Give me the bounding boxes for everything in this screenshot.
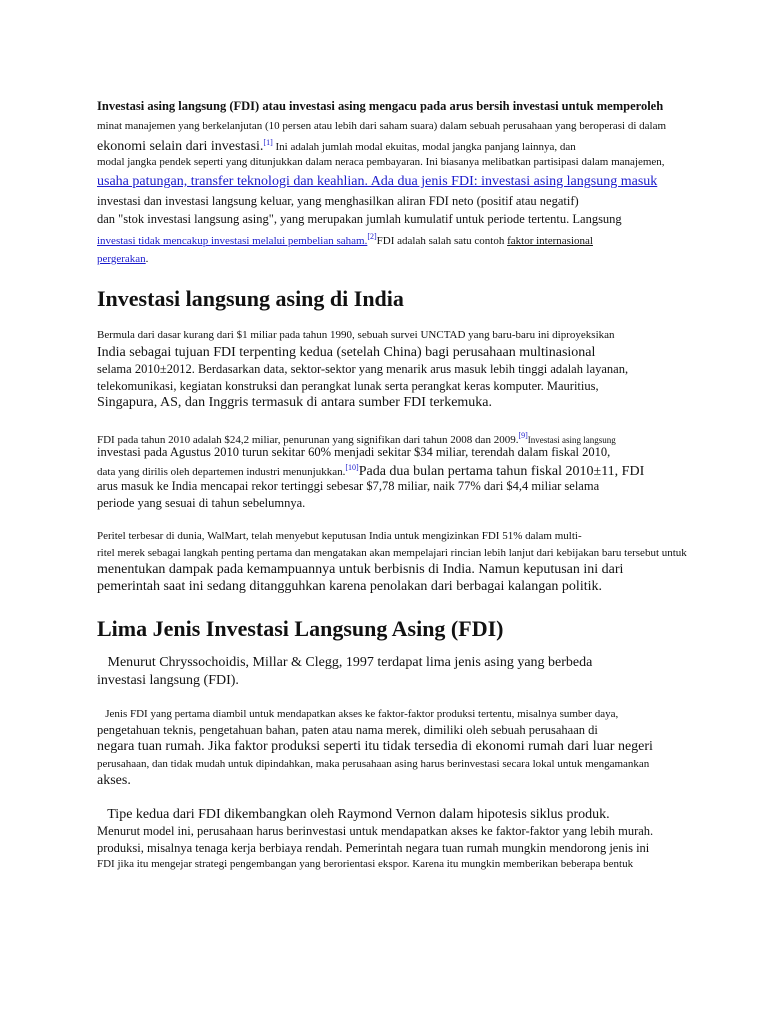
paragraph-line: Jenis FDI yang pertama diambil untuk mendapatkan akses ke faktor-faktor produksi tertentu, misalnya sumber daya, (97, 708, 619, 720)
paragraph-line: produksi, misalnya tenaga kerja berbiaya rendah. Pemerintah negara tuan rumah mungkin mendorong jenis ini (97, 841, 650, 855)
intro-text: Ini adalah jumlah modal ekuitas, modal jangka panjang lainnya, dan (272, 141, 576, 153)
paragraph-line: Bermula dari dasar kurang dari $1 miliar pada tahun 1990, sebuah survei UNCTAD yang baru-baru ini diproyeksikan (97, 329, 615, 341)
intro-line-8 (97, 232, 593, 248)
paragraph-line: Menurut model ini, perusahaan harus berinvestasi untuk mendapatkan akses ke faktor-faktor yang lebih murah. (97, 824, 654, 838)
paragraph-line: arus masuk ke India mencapai rekor tertinggi sebesar $7,78 miliar, naik 77% dari $4,4 miliar selama (97, 479, 600, 493)
intro-link-line[interactable]: usaha patungan, transfer teknologi dan keahlian. Ada dua jenis FDI: investasi asing langsung masuk (97, 174, 658, 189)
paragraph-line: periode yang sesuai di tahun sebelumnya. (97, 496, 306, 510)
investment-link[interactable]: investasi tidak mencakup investasi melalui pembelian saham. (97, 235, 368, 247)
paragraph-line: telekomunikasi, kegiatan konstruksi dan perangkat lunak serta perangkat keras komputer. Mauritius, (97, 379, 599, 393)
paragraph-line: perusahaan, dan tidak mudah untuk dipindahkan, maka perusahaan asing harus berinvestasi secara lokal untuk mengamankan (97, 758, 650, 770)
paragraph-text: Pada dua bulan pertama tahun fiskal 2010±11, FDI (358, 464, 645, 479)
intro-line-3 (97, 138, 576, 154)
paragraph-line: selama 2010±2012. Berdasarkan data, sektor-sektor yang menarik arus masuk lebih tinggi adalah layanan, (97, 362, 629, 376)
paragraph-line: Tipe kedua dari FDI dikembangkan oleh Raymond Vernon dalam hipotesis siklus produk. (97, 807, 610, 822)
section-heading-five-types: Lima Jenis Investasi Langsung Asing (FDI) (97, 616, 504, 641)
paragraph-line: investasi pada Agustus 2010 turun sekitar 60% menjadi sekitar $34 miliar, terendah dalam fiskal 2010, (97, 445, 611, 459)
paragraph-line (97, 463, 644, 479)
intro-text: FDI adalah salah satu contoh (376, 235, 508, 247)
paragraph-line: ritel merek sebagai langkah penting pertama dan mengatakan akan mempelajari rincian lebih lanjut dari kebijakan baru tersebut untuk (97, 547, 687, 559)
paragraph-line: Peritel terbesar di dunia, WalMart, telah menyebut keputusan India untuk mengizinkan FDI 51% dalam multi- (97, 530, 582, 542)
intro-line-4: modal jangka pendek seperti yang ditunjukkan dalam neraca pembayaran. Ini biasanya melibatkan partisipasi dalam manajemen, (97, 156, 665, 168)
paragraph-line: FDI jika itu mengejar strategi pengembangan yang berorientasi ekspor. Karena itu mungkin memberikan beberapa bentuk (97, 858, 634, 870)
intro-line-9 (97, 250, 148, 266)
intro-line-7: dan "stok investasi langsung asing", yang merupakan jumlah kumulatif untuk periode tertentu. Langsung (97, 212, 622, 226)
citation-link[interactable]: [10] (345, 463, 359, 472)
paragraph-text: data yang dirilis oleh departemen industri menunjukkan. (97, 466, 346, 478)
paragraph-line: investasi langsung (FDI). (97, 673, 239, 688)
paragraph-line: negara tuan rumah. Jika faktor produksi seperti itu tidak tersedia di ekonomi rumah dari luar negeri (97, 739, 653, 754)
intro-line-1: Investasi asing langsung (FDI) atau investasi asing mengacu pada arus bersih investasi untuk memperoleh (97, 99, 664, 113)
paragraph-line: Menurut Chryssochoidis, Millar & Clegg, 1997 terdapat lima jenis asing yang berbeda (97, 655, 593, 670)
intro-line-2: minat manajemen yang berkelanjutan (10 persen atau lebih dari saham suara) dalam sebuah perusahaan yang beroperasi di dalam (97, 120, 667, 132)
paragraph-line: akses. (97, 773, 131, 788)
intro-text: ekonomi selain dari investasi. (97, 139, 264, 154)
paragraph-text: FDI pada tahun 2010 adalah $24,2 miliar, penurunan yang signifikan dari tahun 2008 dan 2009. (97, 434, 519, 446)
citation-link[interactable]: [2] (367, 232, 377, 241)
movement-link[interactable]: pergerakan (97, 253, 146, 265)
citation-link[interactable]: [1] (263, 138, 273, 147)
paragraph-line: India sebagai tujuan FDI terpenting kedua (setelah China) bagi perusahaan multinasional (97, 345, 596, 360)
paragraph-line: menentukan dampak pada kemampuannya untuk berbisnis di India. Namun keputusan ini dari (97, 562, 624, 577)
section-heading-india: Investasi langsung asing di India (97, 286, 404, 311)
citation-link[interactable]: [9] (518, 431, 528, 440)
intro-line-6: investasi dan investasi langsung keluar, yang menghasilkan aliran FDI neto (positif atau negatif) (97, 194, 579, 208)
paragraph-line: pengetahuan teknis, pengetahuan bahan, paten atau nama merek, dimiliki oleh sebuah perusahaan di (97, 723, 598, 737)
paragraph-text: Investasi asing langsung (527, 435, 616, 445)
paragraph-line: Singapura, AS, dan Inggris termasuk di antara sumber FDI terkemuka. (97, 395, 493, 410)
intro-text: . (145, 253, 149, 265)
international-factor-link[interactable]: faktor internasional (507, 235, 593, 247)
paragraph-line: pemerintah saat ini sedang ditangguhkan karena penolakan dari berbagai kalangan politik. (97, 579, 602, 594)
